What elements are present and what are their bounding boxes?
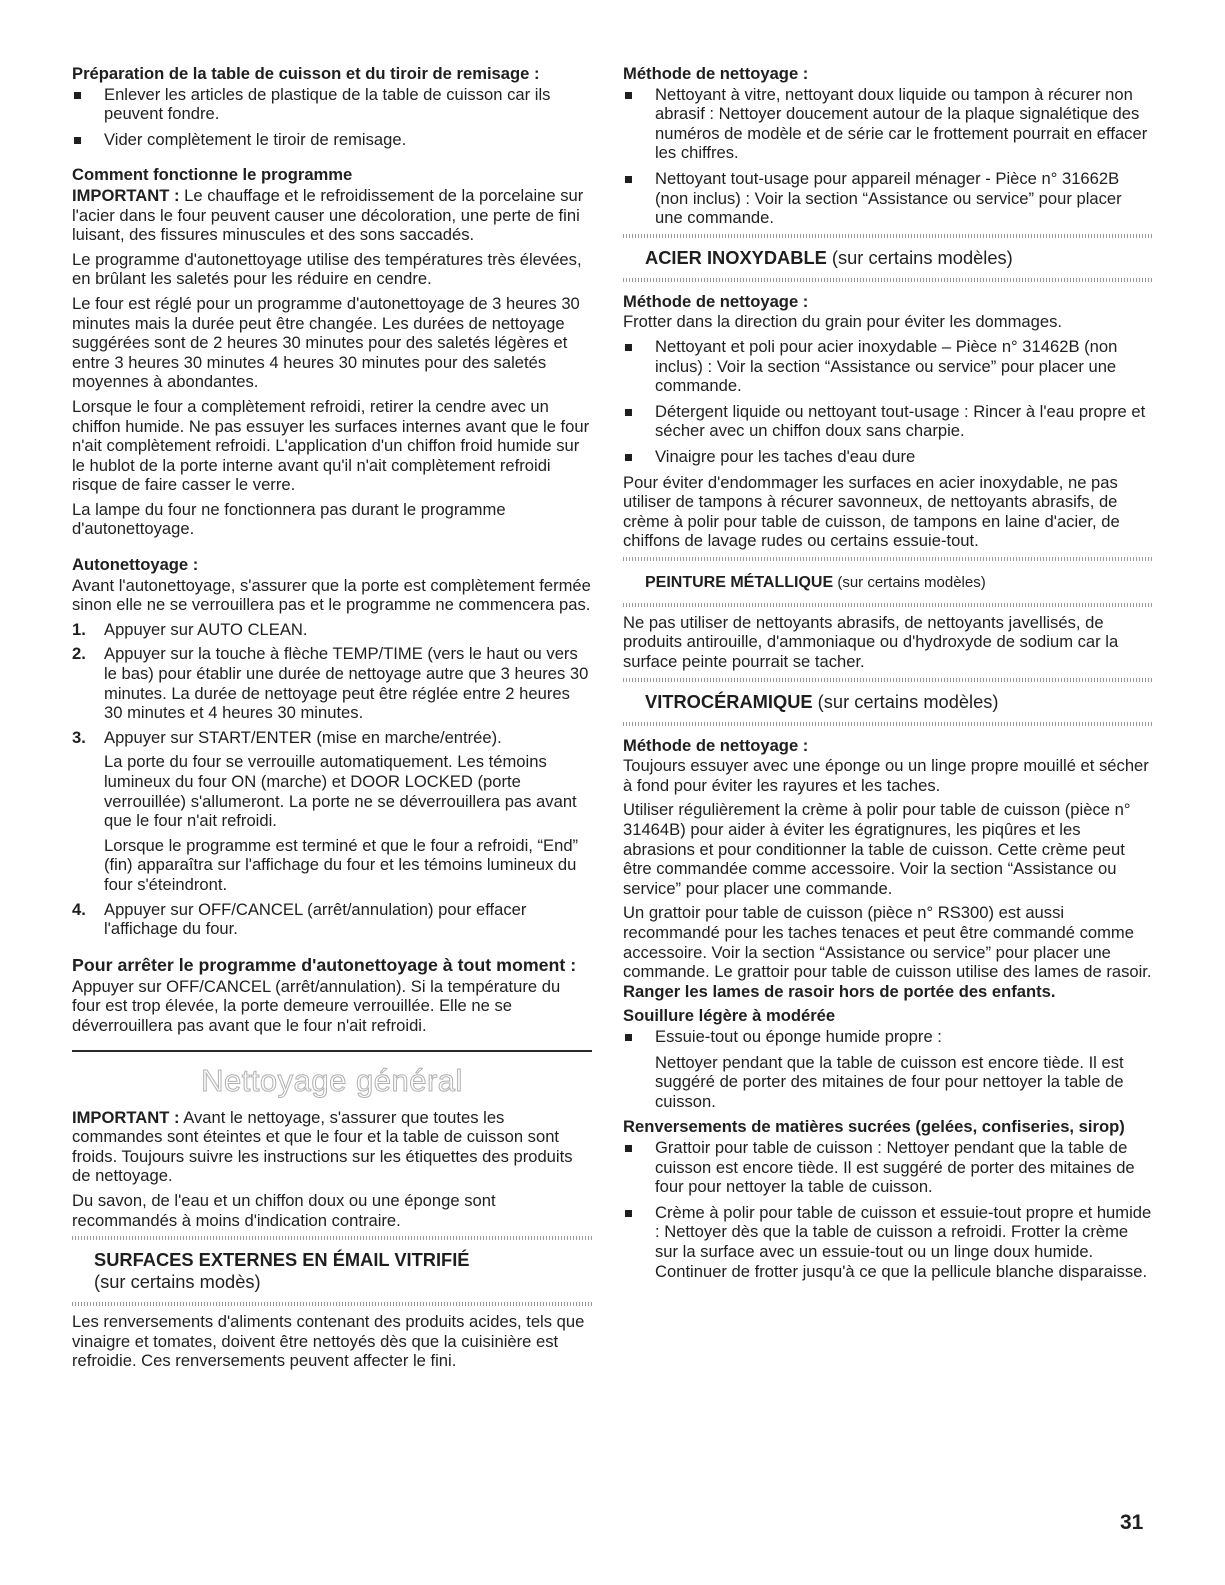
- step-text: Appuyer sur OFF/CANCEL (arrêt/annulation) pour effacer l'affichage du four.: [104, 899, 527, 939]
- vitro-title: VITROCÉRAMIQUE: [645, 690, 813, 712]
- vitro-paragraph: Toujours essuyer avec une éponge ou un linge propre mouillé et sécher à fond pour éviter les rayures et les taches.: [623, 756, 1149, 795]
- vitro-warning: Ranger les lames de rasoir hors de portée des enfants.: [623, 981, 1056, 1001]
- inox-banner: [623, 244, 1153, 272]
- section-divider: [72, 1050, 592, 1052]
- email-title: SURFACES EXTERNES EN ÉMAIL VITRIFIÉ: [94, 1249, 470, 1271]
- step-item: [72, 644, 592, 722]
- dotted-divider: [623, 234, 1153, 238]
- how-paragraph: Lorsque le four a complètement refroidi, retirer la cendre avec un chiffon humide. Ne pas essuyer les surfaces internes avant que le four n'ait complètement refroidi. L'application d'un chiffon froid humide sur le hublot de la porte interne avant qu'il n'ait complètement refroidi risque de faire casser le verre.: [72, 396, 590, 495]
- step-item: [72, 620, 592, 640]
- inox-text: Pour éviter d'endommager les surfaces en acier inoxydable, ne pas utiliser de tampons à récurer savonneux, de nettoyants abrasifs, de crème à polir pour table de cuisson, de tampons en laine d'acier, de chiffons de lavage rudes ou certains essuie-tout.: [623, 472, 1120, 551]
- important-label: IMPORTANT :: [72, 1107, 180, 1127]
- inox-bullet: Nettoyant et poli pour acier inoxydable – Pièce n° 31462B (non inclus) : Voir la section “Assistance ou service” pour placer une commande.: [623, 337, 1153, 396]
- step-text: Appuyer sur la touche à flèche TEMP/TIME (vers le haut ou vers le bas) pour établir une durée de nettoyage autre que 3 heures 30 minutes. La durée de nettoyage peut être réglée entre 2 heures 30 minutes et 4 heures 30 minutes.: [104, 644, 589, 723]
- prep-bullet: Enlever les articles de plastique de la table de cuisson car ils peuvent fondre.: [72, 85, 592, 124]
- method-bullet: Nettoyant à vitre, nettoyant doux liquide ou tampon à récurer non abrasif : Nettoyer doucement autour de la plaque signalétique des numéros de modèle et de série car le frottement pourrait en effacer les chiffres.: [623, 85, 1153, 163]
- stop-heading: Pour arrêter le programme d'autonettoyage à tout moment :: [72, 954, 577, 975]
- left-column: [72, 64, 592, 1376]
- how-paragraph: Le four est réglé pour un programme d'autonettoyage de 3 heures 30 minutes mais la durée peut être changée. Les durées de nettoyage suggérées sont de 2 heures 30 minutes pour des saletés légères et entre 3 heures 30 minutes 4 heures 30 minutes pour des saletés moyennes à abondantes.: [72, 293, 580, 392]
- email-banner: [72, 1246, 592, 1296]
- vitro-paragraph: [623, 903, 1153, 1001]
- light-soil-bullet: Essuie-tout ou éponge humide propre :: [623, 1027, 1153, 1047]
- dotted-divider: [623, 557, 1153, 561]
- vitro-text: Un grattoir pour table de cuisson (pièce n° RS300) est aussi recommandé pour les taches tenaces et peut être commandé comme accessoire. Voir la section “Assistance ou service” pour placer une commande. Le grattoir pour table de cuisson utilise des lames de rasoir.: [623, 903, 1152, 982]
- step-item: [72, 900, 592, 939]
- step-number: 4.: [72, 899, 86, 919]
- how-paragraph: La lampe du four ne fonctionnera pas durant le programme d'autonettoyage.: [72, 499, 506, 539]
- inox-subtitle: (sur certains modèles): [826, 246, 1013, 268]
- general-paragraph: Du savon, de l'eau et un chiffon doux ou une éponge sont recommandés à moins d'indication contraire.: [72, 1190, 496, 1230]
- how-paragraph: Le programme d'autonettoyage utilise des températures très élevées, en brûlant les saletés pour les réduire en cendre.: [72, 249, 582, 289]
- step-continuation: Lorsque le programme est terminé et que le four a refroidi, “End” (fin) apparaîtra sur l'affichage du four et les témoins lumineux du four s'éteindront.: [104, 835, 579, 894]
- method-bullet: Nettoyant tout-usage pour appareil ménager - Pièce n° 31662B (non inclus) : Voir la section “Assistance ou service” pour placer une commande.: [623, 169, 1153, 228]
- method-heading: Méthode de nettoyage :: [623, 291, 809, 311]
- paint-subtitle: (sur certains modèles): [833, 573, 986, 591]
- vitro-banner: [623, 688, 1153, 716]
- step-number: 2.: [72, 644, 86, 664]
- stop-text: Appuyer sur OFF/CANCEL (arrêt/annulation). Si la température du four est trop élevée, la porte demeure verrouillée. Elle ne se déverrouillera pas avant que le four n'ait refroidi.: [72, 976, 561, 1035]
- important-label: IMPORTANT :: [72, 185, 180, 205]
- auto-intro: Avant l'autonettoyage, s'assurer que la porte est complètement fermée sinon elle ne se verrouillera pas et le programme ne commencera pas.: [72, 575, 591, 615]
- vitro-paragraph: Utiliser régulièrement la crème à polir pour table de cuisson (pièce n° 31464B) pour aider à éviter les égratignures, les piqûres et les abrasions et pour conditionner la table de cuisson. Cette crème peut être commandée comme accessoire. Voir la section “Assistance ou service” pour placer une commande.: [623, 800, 1131, 898]
- important-text: Le chauffage et le refroidissement de la porcelaine sur l'acier dans le four peuvent causer une décoloration, une perte de fini luisant, des fissures minuscules et des sons saccadés.: [72, 185, 584, 245]
- auto-heading: Autonettoyage :: [72, 555, 199, 575]
- step-number: 1.: [72, 619, 86, 639]
- sugar-bullet: Crème à polir pour table de cuisson et essuie-tout propre et humide : Nettoyer dès que la table de cuisson a refroidi. Frotter la crème sur la surface avec un essuie-tout ou un linge doux humide. Continuer de frotter jusqu'à ce que la pellicule blanche disparaisse.: [623, 1203, 1153, 1281]
- paint-text: Ne pas utiliser de nettoyants abrasifs, de nettoyants javellisés, de produits antirouille, d'ammoniaque ou d'hydroxyde de sodium car la surface peinte pourrait se tacher.: [623, 612, 1119, 672]
- dotted-divider: [72, 1236, 592, 1240]
- prep-heading: Préparation de la table de cuisson et du tiroir de remisage :: [72, 64, 540, 83]
- dotted-divider: [623, 678, 1153, 682]
- method-heading: Méthode de nettoyage :: [623, 64, 809, 83]
- vitro-subtitle: (sur certains modèles): [812, 690, 999, 712]
- paint-banner: [623, 567, 1153, 597]
- how-heading: Comment fonctionne le programme: [72, 165, 353, 185]
- sugar-heading: Renversements de matières sucrées (gelées, confiseries, sirop): [623, 1117, 1125, 1137]
- email-text: Les renversements d'aliments contenant des produits acides, tels que vinaigre et tomates, doivent être nettoyés dès que la cuisinière est refroidie. Ces renversements peuvent affecter le fini.: [72, 1312, 585, 1371]
- sugar-bullet: Grattoir pour table de cuisson : Nettoyer pendant que la table de cuisson est encore tiède. Il est suggéré de porter des mitaines de four pour nettoyer la table de cuisson.: [623, 1138, 1153, 1197]
- step-text: Appuyer sur AUTO CLEAN.: [104, 619, 308, 639]
- dotted-divider: [623, 603, 1153, 607]
- inox-bullet: Détergent liquide ou nettoyant tout-usage : Rincer à l'eau propre et sécher avec un chiffon doux sans charpie.: [623, 402, 1153, 441]
- inox-intro: Frotter dans la direction du grain pour éviter les dommages.: [623, 312, 1063, 332]
- light-soil-continuation: Nettoyer pendant que la table de cuisson est encore tiède. Il est suggéré de porter des mitaines de four pour nettoyer la table de cuisson.: [655, 1052, 1124, 1111]
- inox-bullet: Vinaigre pour les taches d'eau dure: [623, 447, 1153, 467]
- dotted-divider: [72, 1302, 592, 1306]
- prep-bullet: Vider complètement le tiroir de remisage.: [72, 130, 592, 150]
- email-subtitle: (sur certains modès): [94, 1271, 261, 1293]
- page-number: 31: [1120, 1511, 1144, 1534]
- paint-title: PEINTURE MÉTALLIQUE: [645, 573, 834, 591]
- general-important: [72, 1108, 592, 1186]
- method-heading: Méthode de nettoyage :: [623, 735, 809, 755]
- right-column: [623, 64, 1153, 1287]
- step-continuation: La porte du four se verrouille automatiquement. Les témoins lumineux du four ON (marche) et DOOR LOCKED (porte verrouillée) s'allumeront. La porte ne se déverrouillera pas avant que le four n'ait refroidi.: [104, 752, 577, 831]
- important-text: Avant le nettoyage, s'assurer que toutes les commandes sont éteintes et que le four et la table de cuisson sont froids. Toujours suivre les instructions sur les étiquettes des produits de nettoyage.: [72, 1107, 573, 1186]
- dotted-divider: [623, 722, 1153, 726]
- inox-title: ACIER INOXYDABLE: [645, 246, 827, 268]
- step-text: Appuyer sur START/ENTER (mise en marche/entrée).: [104, 727, 502, 747]
- how-important: [72, 186, 592, 245]
- step-number: 3.: [72, 727, 86, 747]
- dotted-divider: [623, 278, 1153, 282]
- light-soil-heading: Souillure légère à modérée: [623, 1006, 836, 1026]
- step-item: [72, 728, 592, 748]
- general-cleaning-title: Nettoyage général: [201, 1062, 463, 1098]
